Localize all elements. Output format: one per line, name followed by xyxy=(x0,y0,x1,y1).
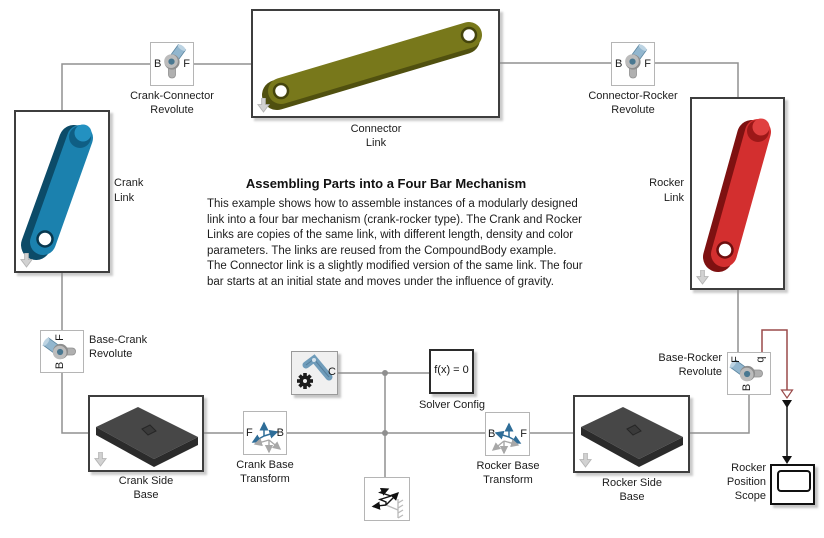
subsystem-arrow-icon[interactable] xyxy=(20,253,33,268)
connector-link-image xyxy=(253,11,498,116)
subsystem-arrow-icon[interactable] xyxy=(257,98,270,113)
crank-side-base-label: Crank Side Base xyxy=(118,475,174,501)
connector-link-label: Connector Link xyxy=(350,123,402,149)
crank-link-label: Crank Link xyxy=(114,177,144,204)
port-b[interactable]: B xyxy=(741,383,754,392)
rocker-base-transform-label: Rocker Base Transform xyxy=(476,460,540,486)
signal-arrowhead xyxy=(782,456,792,464)
port-b[interactable]: B xyxy=(488,428,496,440)
annotation-line: The Connector link is a slightly modified version of the same link. The four xyxy=(207,260,583,272)
annotation-line: This example shows how to assemble instances of a modularly designed xyxy=(207,198,578,210)
mechanism-configuration-block[interactable] xyxy=(291,351,338,395)
solver-config-block[interactable] xyxy=(429,349,474,394)
annotation-title: Assembling Parts into a Four Bar Mechanism xyxy=(245,176,527,191)
connector-rocker-revolute-label: Connector-Rocker Revolute xyxy=(588,90,678,116)
annotation-line: link into a four bar mechanism (crank-rocker type). The Crank and Rocker xyxy=(207,213,582,226)
port-c[interactable]: C xyxy=(328,366,336,378)
port-b[interactable]: B xyxy=(615,58,623,70)
wire-basecrank-to-crankbase[interactable] xyxy=(62,373,88,433)
annotation-line: bar starts at an initial state and moves under the influence of gravity. xyxy=(207,275,554,288)
port-q[interactable]: q xyxy=(754,356,767,363)
crank-connector-revolute-label: Crank-Connector Revolute xyxy=(130,90,214,116)
rocker-link-block[interactable] xyxy=(690,97,785,290)
rocker-link-label: Rocker Link xyxy=(649,177,684,204)
port-f[interactable]: F xyxy=(644,58,651,70)
port-b[interactable]: B xyxy=(276,427,284,439)
port-f[interactable]: F xyxy=(246,427,253,439)
scope-screen-icon xyxy=(777,470,811,492)
port-f[interactable]: F xyxy=(729,356,742,363)
crank-connector-revolute-block[interactable] xyxy=(150,42,194,86)
physical-signal-output-triangle xyxy=(782,390,793,398)
connector-rocker-revolute-block[interactable] xyxy=(611,42,655,86)
annotation-line: parameters. The links are reused from the CompoundBody example. xyxy=(207,244,557,257)
port-f[interactable]: F xyxy=(520,428,527,440)
rocker-position-scope-block[interactable] xyxy=(770,464,815,505)
solver-config-label: Solver Config xyxy=(418,399,486,411)
port-f[interactable]: F xyxy=(53,334,66,341)
subsystem-arrow-icon[interactable] xyxy=(696,270,709,285)
wire-rockerbase-to-baserocker[interactable] xyxy=(690,395,749,433)
crank-link-block[interactable] xyxy=(14,110,110,273)
base-crank-revolute-label: Base-Crank Revolute xyxy=(89,334,148,360)
base-rocker-revolute-label: Base-Rocker Revolute xyxy=(658,352,722,378)
subsystem-arrow-icon[interactable] xyxy=(94,452,107,467)
port-f[interactable]: F xyxy=(183,58,190,70)
wire-junction-dot xyxy=(382,430,388,436)
crank-base-transform-block[interactable] xyxy=(243,411,287,455)
port-b[interactable]: B xyxy=(154,58,162,70)
rocker-base-transform-block[interactable] xyxy=(485,412,530,456)
crank-base-transform-label: Crank Base Transform xyxy=(236,459,294,485)
annotation-line: Links are copies of the same link, with different length, density and color xyxy=(207,229,574,241)
world-frame-block[interactable] xyxy=(364,477,410,521)
connector-link-block[interactable] xyxy=(251,9,500,118)
base-rocker-revolute-block[interactable] xyxy=(727,352,771,395)
annotation-body xyxy=(207,197,583,290)
rocker-side-base-label: Rocker Side Base xyxy=(602,477,662,503)
solver-config-equation: f(x) = 0 xyxy=(434,364,469,376)
crank-link-image xyxy=(16,112,108,271)
rocker-position-scope-label: Rocker Position Scope xyxy=(726,462,766,502)
rocker-side-base-block[interactable] xyxy=(573,395,690,473)
rocker-link-image xyxy=(692,99,783,288)
wire-junction-dot xyxy=(382,370,388,376)
base-crank-revolute-block[interactable] xyxy=(40,330,84,373)
subsystem-arrow-icon[interactable] xyxy=(579,453,592,468)
port-b[interactable]: B xyxy=(54,361,67,370)
crank-side-base-block[interactable] xyxy=(88,395,204,472)
world-frame-icon xyxy=(365,478,409,520)
